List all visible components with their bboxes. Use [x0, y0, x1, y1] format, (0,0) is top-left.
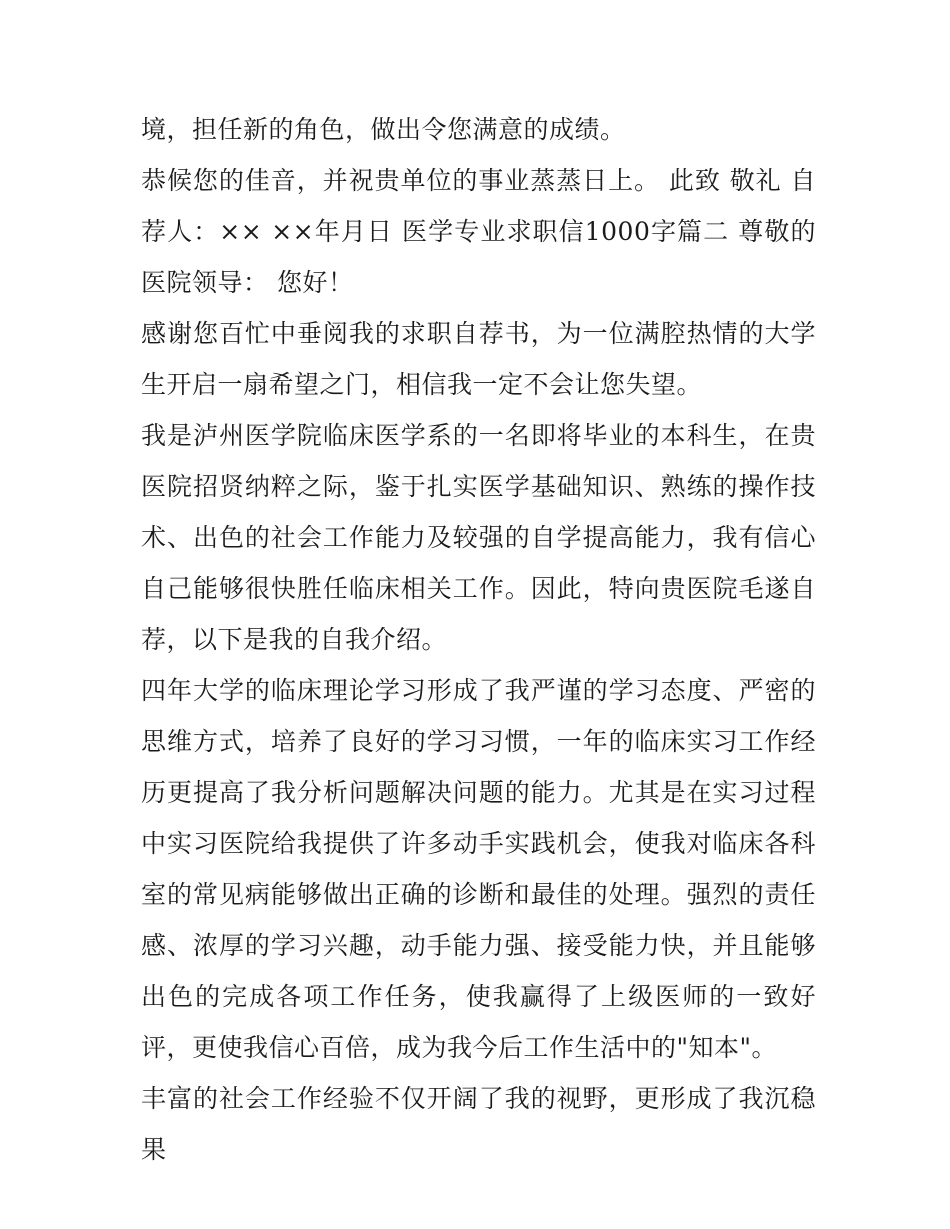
paragraph-2: 恭候您的佳音，并祝贵单位的事业蒸蒸日上。 此致 敬礼 自荐人：×× ××年月日 医学专业求职信1000字篇二 尊敬的医院领导： 您好！ [141, 166, 816, 297]
paragraph-5: 四年大学的临床理论学习形成了我严谨的学习态度、严密的思维方式，培养了良好的学习习惯，一年的临床实习工作经历更提高了我分析问题解决问题的能力。尤其是在实习过程中实习医院给我提供了许多动手实践机会，使我对临床各科室的常见病能够做出正确的诊断和最佳的处理。强烈的责任感、浓厚的学习兴趣，动手能力强、接受能力快，并且能够出色的完成各项工作任务，使我赢得了上级医师的一致好评，更使我信心百倍，成为我今后工作生活中的"知本"。 [141, 676, 816, 1062]
paragraph-4: 我是泸州医学院临床医学系的一名即将毕业的本科生，在贵医院招贤纳粹之际，鉴于扎实医学基础知识、熟练的操作技术、出色的社会工作能力及较强的自学提高能力，我有信心自己能够很快胜任临床相关工作。因此，特向贵医院毛遂自荐，以下是我的自我介绍。 [141, 421, 816, 654]
document-body [141, 104, 816, 1175]
paragraph-1: 境，担任新的角色，做出令您满意的成绩。 [141, 115, 626, 144]
paragraph-3: 感谢您百忙中垂阅我的求职自荐书，为一位满腔热情的大学生开启一扇希望之门，相信我一定不会让您失望。 [141, 319, 816, 399]
paragraph-6: 丰富的社会工作经验不仅开阔了我的视野，更形成了我沉稳果 [141, 1084, 816, 1164]
